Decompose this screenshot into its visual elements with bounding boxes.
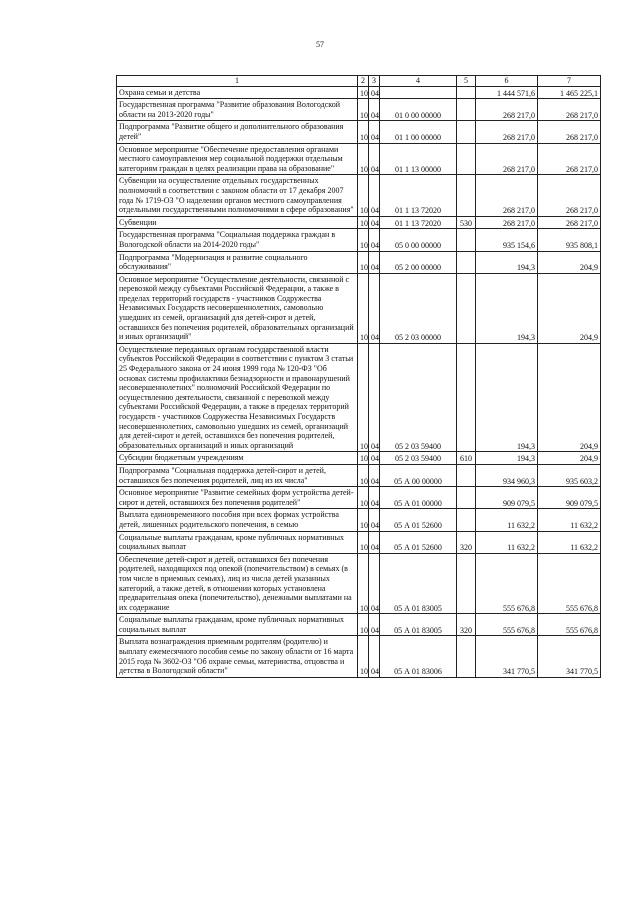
subsection-code-cell bbox=[369, 229, 380, 251]
amount-year1-cell-text: 268 217,0 bbox=[503, 132, 535, 142]
subsection-code-cell-text: 04 bbox=[371, 333, 379, 343]
row-name-cell-text: Социальные выплаты гражданам, кроме публичных нормативных социальных выплат bbox=[119, 615, 344, 634]
amount-year2-cell-text: 909 079,5 bbox=[566, 498, 598, 508]
target-item-code-cell-text: 05 А 01 52600 bbox=[394, 543, 442, 553]
expense-type-code-cell bbox=[457, 553, 476, 614]
target-item-code-cell-text: 05 А 01 52600 bbox=[394, 520, 442, 530]
section-code-cell-text: 10 bbox=[360, 603, 368, 613]
target-item-code-cell-text: 05 А 01 00000 bbox=[394, 498, 442, 508]
amount-year2-cell-text: 268 217,0 bbox=[566, 132, 598, 142]
target-item-code-cell bbox=[380, 636, 457, 677]
target-item-code-cell bbox=[380, 86, 457, 99]
subsection-code-cell-text: 04 bbox=[371, 263, 379, 273]
subsection-code-cell-text: 04 bbox=[371, 441, 379, 451]
subsection-code-cell bbox=[369, 452, 380, 465]
section-code-cell-text: 10 bbox=[360, 110, 368, 120]
amount-year2-cell bbox=[538, 487, 601, 509]
section-code-cell bbox=[358, 452, 369, 465]
amount-year2-cell-text: 935 808,1 bbox=[566, 240, 598, 250]
amount-year1-cell-text: 341 770,5 bbox=[503, 667, 535, 677]
table-row bbox=[117, 553, 601, 614]
subsection-code-cell bbox=[369, 464, 380, 486]
amount-year1-cell-text: 268 217,0 bbox=[503, 206, 535, 216]
target-item-code-cell bbox=[380, 531, 457, 553]
subsection-code-cell bbox=[369, 343, 380, 452]
subsection-code-cell-text: 04 bbox=[371, 454, 379, 464]
row-name-cell bbox=[117, 343, 358, 452]
target-item-code-cell-text: 01 1 13 00000 bbox=[395, 164, 441, 174]
section-code-cell bbox=[358, 229, 369, 251]
table-row bbox=[117, 273, 601, 343]
amount-year2-cell bbox=[538, 464, 601, 486]
subsection-code-cell bbox=[369, 553, 380, 614]
amount-year2-cell bbox=[538, 99, 601, 121]
amount-year1-cell bbox=[476, 273, 538, 343]
amount-year1-cell-text: 268 217,0 bbox=[503, 218, 535, 228]
row-name-cell bbox=[117, 531, 358, 553]
subsection-code-cell-text: 04 bbox=[371, 240, 379, 250]
section-code-cell bbox=[358, 175, 369, 216]
section-code-cell bbox=[358, 99, 369, 121]
table-row bbox=[117, 175, 601, 216]
amount-year1-cell bbox=[476, 86, 538, 99]
amount-year2-cell bbox=[538, 509, 601, 531]
table-row bbox=[117, 343, 601, 452]
target-item-code-cell bbox=[380, 175, 457, 216]
section-code-cell-text: 10 bbox=[360, 441, 368, 451]
amount-year1-cell bbox=[476, 229, 538, 251]
target-item-code-cell-text: 05 2 03 00000 bbox=[395, 333, 441, 343]
table-row bbox=[117, 143, 601, 175]
section-code-cell-text: 10 bbox=[360, 206, 368, 216]
target-item-code-cell-text: 05 2 03 59400 bbox=[395, 441, 441, 451]
row-name-cell-text: Основное мероприятие "Развитие семейных форм устройства детей-сирот и детей, оставшихся без попечения родителей" bbox=[119, 488, 354, 507]
section-code-cell bbox=[358, 553, 369, 614]
subsection-code-cell bbox=[369, 614, 380, 636]
target-item-code-cell-text: 05 2 03 59400 bbox=[395, 454, 441, 464]
subsection-code-cell-text: 04 bbox=[371, 476, 379, 486]
section-code-cell bbox=[358, 509, 369, 531]
row-name-cell bbox=[117, 273, 358, 343]
amount-year2-cell bbox=[538, 229, 601, 251]
section-code-cell bbox=[358, 636, 369, 677]
section-code-cell bbox=[358, 143, 369, 175]
amount-year2-cell-text: 341 770,5 bbox=[566, 667, 598, 677]
subsection-code-cell bbox=[369, 251, 380, 273]
section-code-cell bbox=[358, 614, 369, 636]
subsection-code-cell-text: 04 bbox=[371, 498, 379, 508]
amount-year1-cell bbox=[476, 121, 538, 143]
section-code-cell bbox=[358, 121, 369, 143]
section-code-cell-text: 10 bbox=[360, 263, 368, 273]
amount-year1-cell bbox=[476, 531, 538, 553]
expense-type-code-cell bbox=[457, 121, 476, 143]
subsection-code-cell bbox=[369, 636, 380, 677]
target-item-code-cell bbox=[380, 99, 457, 121]
section-code-cell-text: 10 bbox=[360, 476, 368, 486]
row-name-cell bbox=[117, 121, 358, 143]
expense-type-code-cell bbox=[457, 86, 476, 99]
target-item-code-cell-text: 01 1 00 00000 bbox=[395, 132, 441, 142]
header-cell: 2 bbox=[358, 76, 369, 87]
target-item-code-cell bbox=[380, 251, 457, 273]
page-number: 57 bbox=[316, 40, 324, 49]
row-name-cell bbox=[117, 143, 358, 175]
table-row bbox=[117, 121, 601, 143]
amount-year2-cell bbox=[538, 86, 601, 99]
row-name-cell bbox=[117, 175, 358, 216]
row-name-cell-text: Обеспечение детей-сирот и детей, оставшихся без попечения родителей, находящихся под опекой (попечительством) в семьях (в том числе в приемных семьях), лиц из числа детей указанных категорий, а также детей, в отношении которых установлена предварительная опека (попечительство), денежными выплатами на их содержание bbox=[119, 554, 352, 612]
target-item-code-cell bbox=[380, 553, 457, 614]
target-item-code-cell-text: 05 А 00 00000 bbox=[394, 476, 442, 486]
target-item-code-cell bbox=[380, 452, 457, 465]
amount-year1-cell-text: 268 217,0 bbox=[503, 164, 535, 174]
subsection-code-cell bbox=[369, 216, 380, 229]
target-item-code-cell-text: 01 1 13 72020 bbox=[395, 218, 441, 228]
header-cell: 7 bbox=[538, 76, 601, 87]
row-name-cell bbox=[117, 251, 358, 273]
expense-type-code-cell bbox=[457, 464, 476, 486]
row-name-cell-text: Подпрограмма "Социальная поддержка детей-сирот и детей, оставшихся без попечения родителей, лиц из их числа" bbox=[119, 465, 326, 485]
amount-year2-cell-text: 204,9 bbox=[580, 441, 598, 451]
section-code-cell-text: 10 bbox=[360, 543, 368, 553]
amount-year2-cell-text: 268 217,0 bbox=[566, 164, 598, 174]
subsection-code-cell-text: 04 bbox=[371, 110, 379, 120]
amount-year1-cell-text: 909 079,5 bbox=[503, 498, 535, 508]
section-code-cell-text: 10 bbox=[360, 498, 368, 508]
subsection-code-cell bbox=[369, 509, 380, 531]
header-cell: 4 bbox=[380, 76, 457, 87]
target-item-code-cell bbox=[380, 216, 457, 229]
amount-year1-cell bbox=[476, 143, 538, 175]
expense-type-code-cell bbox=[457, 452, 476, 465]
expense-type-code-cell bbox=[457, 509, 476, 531]
row-name-cell bbox=[117, 464, 358, 486]
target-item-code-cell-text: 05 2 00 00000 bbox=[395, 263, 441, 273]
amount-year1-cell bbox=[476, 509, 538, 531]
section-code-cell bbox=[358, 531, 369, 553]
subsection-code-cell-text: 04 bbox=[371, 88, 379, 98]
amount-year2-cell-text: 1 465 225,1 bbox=[560, 88, 598, 98]
amount-year1-cell-text: 194,3 bbox=[517, 263, 535, 273]
section-code-cell-text: 10 bbox=[360, 164, 368, 174]
amount-year1-cell bbox=[476, 343, 538, 452]
section-code-cell-text: 10 bbox=[360, 240, 368, 250]
subsection-code-cell-text: 04 bbox=[371, 132, 379, 142]
expense-type-code-cell bbox=[457, 636, 476, 677]
amount-year1-cell bbox=[476, 464, 538, 486]
table-row bbox=[117, 251, 601, 273]
amount-year2-cell-text: 11 632,2 bbox=[570, 520, 598, 530]
amount-year1-cell bbox=[476, 216, 538, 229]
amount-year1-cell-text: 1 444 571,6 bbox=[497, 88, 535, 98]
table-row bbox=[117, 464, 601, 486]
amount-year1-cell bbox=[476, 99, 538, 121]
target-item-code-cell bbox=[380, 143, 457, 175]
target-item-code-cell-text: 05 А 01 83005 bbox=[394, 603, 442, 613]
section-code-cell-text: 10 bbox=[360, 88, 368, 98]
amount-year2-cell-text: 204,9 bbox=[580, 454, 598, 464]
amount-year2-cell-text: 935 603,2 bbox=[566, 476, 598, 486]
row-name-cell-text: Социальные выплаты гражданам, кроме публичных нормативных социальных выплат bbox=[119, 532, 344, 552]
subsection-code-cell-text: 04 bbox=[371, 206, 379, 216]
amount-year1-cell-text: 555 676,8 bbox=[503, 603, 535, 613]
subsection-code-cell-text: 04 bbox=[371, 603, 379, 613]
row-name-cell-text: Субсидии бюджетным учреждениям bbox=[119, 453, 244, 463]
row-name-cell-text: Выплата вознаграждения приемным родителям (родителю) и выплату ежемесячного пособия семье по закону области от 16 марта 2015 года № 3602-ОЗ "Об охране семьи, материнства, отцовства и детства в Вологодской области" bbox=[119, 637, 354, 676]
amount-year1-cell bbox=[476, 553, 538, 614]
row-name-cell-text: Субвенции bbox=[119, 217, 157, 227]
amount-year2-cell bbox=[538, 636, 601, 677]
amount-year2-cell bbox=[538, 143, 601, 175]
expense-type-code-cell-text: 530 bbox=[460, 218, 472, 228]
amount-year2-cell bbox=[538, 553, 601, 614]
row-name-cell-text: Осуществление переданных органам государственной власти субъектов Российской Федерации в соответствии с пунктом 3 статьи 25 Федерального закона от 24 июня 1999 года № 120-ФЗ "Об основах системы профилактики безнадзорности и правонарушений несовершеннолетних" полномочий Российской Федерации по осуществлению деятельности, связанной с перевозкой между субъектами Российской Федерации, а также в пределах территорий государств - участников Содружества Независимых Государств несовершеннолетних, самовольно ушедших из семей, организаций для детей-сирот и детей, оставшихся без попечения родителей, образовательных организаций и иных организаций bbox=[119, 344, 354, 450]
section-code-cell bbox=[358, 86, 369, 99]
section-code-cell-text: 10 bbox=[360, 625, 368, 635]
expense-type-code-cell-text: 610 bbox=[460, 454, 472, 464]
amount-year1-cell-text: 194,3 bbox=[517, 454, 535, 464]
target-item-code-cell bbox=[380, 614, 457, 636]
row-name-cell-text: Подпрограмма "Развитие общего и дополнительного образования детей" bbox=[119, 122, 344, 141]
amount-year1-cell-text: 194,3 bbox=[517, 441, 535, 451]
expense-type-code-cell bbox=[457, 216, 476, 229]
amount-year1-cell bbox=[476, 614, 538, 636]
table-row bbox=[117, 86, 601, 99]
table-row bbox=[117, 636, 601, 677]
subsection-code-cell bbox=[369, 175, 380, 216]
row-name-cell bbox=[117, 509, 358, 531]
target-item-code-cell-text: 01 1 13 72020 bbox=[395, 206, 441, 216]
table-row bbox=[117, 99, 601, 121]
table-row bbox=[117, 531, 601, 553]
section-code-cell bbox=[358, 251, 369, 273]
subsection-code-cell bbox=[369, 86, 380, 99]
target-item-code-cell-text: 05 А 01 83006 bbox=[394, 667, 442, 677]
row-name-cell-text: Основное мероприятие "Обеспечение предоставления органами местного самоуправления мер социальной поддержки отдельным категориям граждан в целях реализации права на образование" bbox=[119, 144, 343, 173]
amount-year2-cell bbox=[538, 614, 601, 636]
row-name-cell bbox=[117, 636, 358, 677]
amount-year1-cell-text: 11 632,2 bbox=[507, 543, 535, 553]
subsection-code-cell-text: 04 bbox=[371, 164, 379, 174]
amount-year1-cell bbox=[476, 487, 538, 509]
target-item-code-cell bbox=[380, 121, 457, 143]
target-item-code-cell bbox=[380, 343, 457, 452]
amount-year2-cell-text: 268 217,0 bbox=[566, 110, 598, 120]
amount-year2-cell-text: 268 217,0 bbox=[566, 206, 598, 216]
row-name-cell-text: Подпрограмма "Модернизация и развитие социального обслуживания" bbox=[119, 252, 308, 272]
subsection-code-cell-text: 04 bbox=[371, 667, 379, 677]
subsection-code-cell-text: 04 bbox=[371, 520, 379, 530]
row-name-cell-text: Субвенции на осуществление отдельных государственных полномочий в соответствии с законом области от 17 декабря 2007 года № 1719-ОЗ "О наделении органов местного самоуправления отдельными государственными полномочиями в сфере образования" bbox=[119, 176, 354, 215]
expense-type-code-cell-text: 320 bbox=[460, 625, 472, 635]
table-row bbox=[117, 452, 601, 465]
row-name-cell bbox=[117, 452, 358, 465]
row-name-cell bbox=[117, 487, 358, 509]
subsection-code-cell-text: 04 bbox=[371, 625, 379, 635]
amount-year1-cell bbox=[476, 175, 538, 216]
amount-year2-cell bbox=[538, 216, 601, 229]
target-item-code-cell bbox=[380, 509, 457, 531]
subsection-code-cell-text: 04 bbox=[371, 218, 379, 228]
header-cell: 1 bbox=[117, 76, 358, 87]
table-row bbox=[117, 509, 601, 531]
section-code-cell bbox=[358, 464, 369, 486]
row-name-cell-text: Государственная программа "Развитие образования Вологодской области на 2013-2020 годы" bbox=[119, 100, 341, 119]
expense-type-code-cell bbox=[457, 99, 476, 121]
row-name-cell bbox=[117, 614, 358, 636]
amount-year1-cell bbox=[476, 636, 538, 677]
target-item-code-cell bbox=[380, 229, 457, 251]
section-code-cell bbox=[358, 273, 369, 343]
amount-year1-cell bbox=[476, 251, 538, 273]
table-row bbox=[117, 487, 601, 509]
expense-type-code-cell bbox=[457, 531, 476, 553]
row-name-cell-text: Основное мероприятие "Осуществление деятельности, связанной с перевозкой между субъектами Российской Федерации, а также в пределах территорий государств - участников Содружества Независимых Государств несовершеннолетних, самовольно ушедших из семей, организаций для детей-сирот и детей, оставшихся без попечения родителей, образовательных организаций и иных организаций" bbox=[119, 274, 354, 342]
section-code-cell bbox=[358, 487, 369, 509]
amount-year2-cell bbox=[538, 531, 601, 553]
amount-year1-cell-text: 555 676,8 bbox=[503, 625, 535, 635]
expense-type-code-cell bbox=[457, 343, 476, 452]
subsection-code-cell bbox=[369, 121, 380, 143]
subsection-code-cell bbox=[369, 487, 380, 509]
section-code-cell-text: 10 bbox=[360, 454, 368, 464]
amount-year1-cell-text: 194,3 bbox=[517, 333, 535, 343]
target-item-code-cell bbox=[380, 487, 457, 509]
subsection-code-cell bbox=[369, 273, 380, 343]
row-name-cell-text: Охрана семьи и детства bbox=[119, 87, 201, 97]
row-name-cell-text: Выплата единовременного пособия при всех формах устройства детей, лишенных родительского попечения, в семью bbox=[119, 510, 339, 529]
expense-type-code-cell bbox=[457, 175, 476, 216]
section-code-cell-text: 10 bbox=[360, 132, 368, 142]
amount-year1-cell bbox=[476, 452, 538, 465]
amount-year2-cell bbox=[538, 121, 601, 143]
amount-year1-cell-text: 11 632,2 bbox=[507, 520, 535, 530]
amount-year2-cell-text: 555 676,8 bbox=[566, 625, 598, 635]
amount-year2-cell bbox=[538, 175, 601, 216]
section-code-cell-text: 10 bbox=[360, 218, 368, 228]
target-item-code-cell-text: 05 А 01 83005 bbox=[394, 625, 442, 635]
amount-year2-cell-text: 204,9 bbox=[580, 333, 598, 343]
row-name-cell bbox=[117, 86, 358, 99]
expense-type-code-cell bbox=[457, 487, 476, 509]
row-name-cell bbox=[117, 229, 358, 251]
row-name-cell-text: Государственная программа "Социальная поддержка граждан в Вологодской области на 2014-2020 годы" bbox=[119, 230, 336, 249]
amount-year2-cell bbox=[538, 251, 601, 273]
section-code-cell-text: 10 bbox=[360, 520, 368, 530]
row-name-cell bbox=[117, 553, 358, 614]
expense-type-code-cell bbox=[457, 251, 476, 273]
row-name-cell bbox=[117, 216, 358, 229]
expense-type-code-cell bbox=[457, 273, 476, 343]
section-code-cell bbox=[358, 343, 369, 452]
table-row bbox=[117, 216, 601, 229]
expense-type-code-cell bbox=[457, 614, 476, 636]
header-cell: 3 bbox=[369, 76, 380, 87]
header-cell: 5 bbox=[457, 76, 476, 87]
expense-type-code-cell-text: 320 bbox=[460, 543, 472, 553]
section-code-cell-text: 10 bbox=[360, 667, 368, 677]
amount-year2-cell-text: 268 217,0 bbox=[566, 218, 598, 228]
target-item-code-cell-text: 01 0 00 00000 bbox=[395, 110, 441, 120]
amount-year1-cell-text: 934 960,3 bbox=[503, 476, 535, 486]
amount-year2-cell-text: 204,9 bbox=[580, 263, 598, 273]
subsection-code-cell bbox=[369, 143, 380, 175]
table-row bbox=[117, 229, 601, 251]
expense-type-code-cell bbox=[457, 229, 476, 251]
amount-year2-cell bbox=[538, 452, 601, 465]
target-item-code-cell-text: 05 0 00 00000 bbox=[395, 240, 441, 250]
amount-year1-cell-text: 935 154,6 bbox=[503, 240, 535, 250]
row-name-cell bbox=[117, 99, 358, 121]
subsection-code-cell bbox=[369, 99, 380, 121]
amount-year2-cell bbox=[538, 343, 601, 452]
amount-year2-cell-text: 555 676,8 bbox=[566, 603, 598, 613]
budget-table bbox=[116, 75, 601, 678]
target-item-code-cell bbox=[380, 464, 457, 486]
table-row bbox=[117, 614, 601, 636]
target-item-code-cell bbox=[380, 273, 457, 343]
amount-year1-cell-text: 268 217,0 bbox=[503, 110, 535, 120]
amount-year2-cell bbox=[538, 273, 601, 343]
section-code-cell-text: 10 bbox=[360, 333, 368, 343]
amount-year2-cell-text: 11 632,2 bbox=[570, 543, 598, 553]
section-code-cell bbox=[358, 216, 369, 229]
expense-type-code-cell bbox=[457, 143, 476, 175]
header-cell: 6 bbox=[476, 76, 538, 87]
subsection-code-cell-text: 04 bbox=[371, 543, 379, 553]
subsection-code-cell bbox=[369, 531, 380, 553]
table-header-row bbox=[117, 76, 601, 87]
